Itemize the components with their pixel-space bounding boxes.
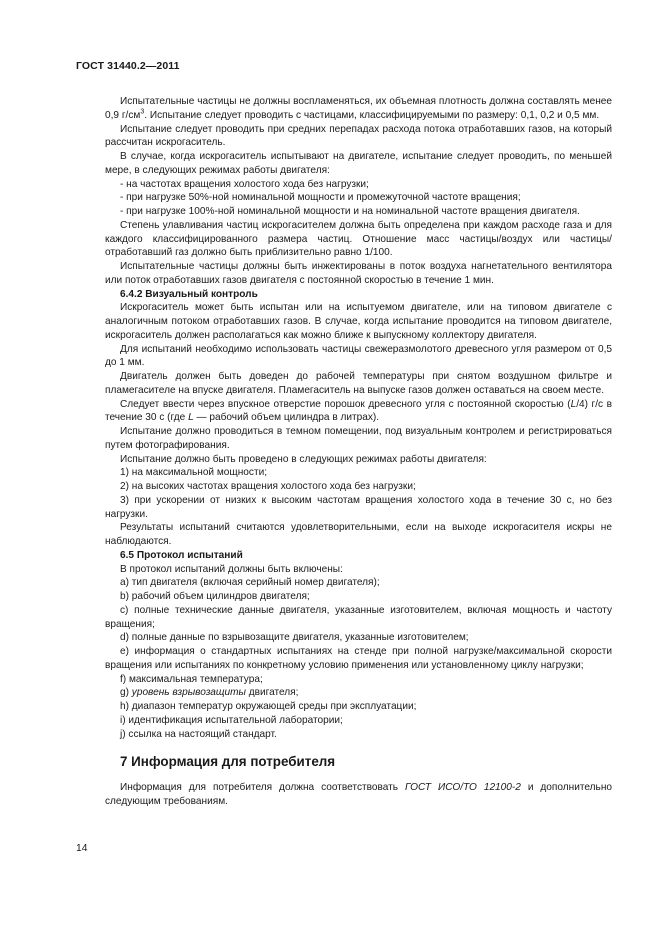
paragraph: Испытание должно быть проведено в следующих режимах работы двигателя: [120,453,487,465]
paragraph: Испытание следует проводить при средних перепадах расхода потока отработавших газов, на который рассчитан искрогаситель. [105,123,612,149]
list-item: b) рабочий объем цилиндров двигателя; [120,591,310,602]
paragraph: В протокол испытаний должны быть включены: [120,563,343,575]
superscript: 3 [140,108,145,116]
list-item: d) полные данные по взрывозащите двигателя, указанные изготовителем; [120,632,469,644]
text: Информация для потребителя должна соответствовать [120,782,405,793]
standard-reference: ГОСТ ИСО/ТО 12100-2 [404,782,521,793]
text: Испытательные частицы не должны воспламеняться, их объемная плотность должна составлять менее 0,9 г/см [105,96,612,121]
text: g) [120,687,132,699]
list-item: - при нагрузке 100%-ной номинальной мощности и на номинальной частоте вращения двигателя. [120,206,580,217]
list-item: 1) на максимальной мощности; [120,467,268,479]
variable: L [188,412,194,424]
list-item: e) информация о стандартных испытаниях на стенде при полной нагрузке/максимальной скорости вращения или испытаниях по конкретному условию применения или установленному циклу нагрузки; [105,646,612,671]
italic-term: уровень взрывозащиты [131,687,246,699]
paragraph [105,95,612,123]
text: . Испытание следует проводить с частицами, классифицируемыми по размеру: 0,1, 0,2 и 0,5 мм. [144,109,600,121]
paragraph: Испытательные частицы должны быть инжектированы в поток воздуха нагнетательного вентилятора или поток отработавших газов двигателя с постоянной скоростью в течение 1 мин. [105,261,612,286]
text: /4) г/с в течение 30 с (где [105,398,612,424]
list-item: i) идентификация испытательной лаборатории; [120,714,343,726]
list-item: 2) на высоких частотах вращения холостого хода без нагрузки; [120,481,416,492]
paragraph [105,781,612,809]
list-item: j) ссылка на настоящий стандарт. [120,728,277,740]
text: Следует ввести через впускное отверстие порошок древесного угля с постоянной скоростью ( [120,398,571,410]
page-number: 14 [76,843,88,854]
list-item [105,686,612,700]
list-item: f) максимальная температура; [120,673,263,685]
subsection-heading: 6.4.2 Визуальный контроль [120,288,258,300]
paragraph: В случае, когда искрогаситель испытывают на двигателе, испытание следует проводить, по меньшей мере, в следующих режимах работы двигателя: [105,151,612,176]
paragraph: Искрогаситель может быть испытан или на испытуемом двигателе, или на типовом двигателе с аналогичным потоком отработавших газов. В случае, когда испытание проводится на типовом двигателе, искрогаситель должен располагаться как можно ближе к выпускному коллектору двигателя. [105,302,612,341]
paragraph: Степень улавливания частиц искрогасителем должна быть определена при каждом расходе газа и для каждого классифицированного размера частиц. Отношение масс частицы/воздух или частицы/отработавший газ должно быть приблизительно равно 1/100. [105,219,612,259]
paragraph [105,398,612,426]
paragraph: Для испытаний необходимо использовать частицы свежеразмолотого древесного угля размером от 0,5 до 1 мм. [105,343,612,369]
text: двигателя; [245,687,299,699]
list-item: - на частотах вращения холостого хода без нагрузки; [120,178,369,190]
list-item: c) полные технические данные двигателя, указанные изготовителем, включая мощность и частоту вращения; [105,604,612,630]
variable: L [570,398,577,410]
document-body [105,95,612,809]
text: — рабочий объем цилиндра в литрах). [193,412,380,424]
text: и дополнительно следующим требованиям. [105,782,613,807]
list-item: a) тип двигателя (включая серийный номер двигателя); [120,577,380,589]
document-header: ГОСТ 31440.2—2011 [76,60,180,72]
list-item: 3) при ускорении от низких к высоким частотам вращения холостого хода в течение 30 с, но без нагрузки. [105,494,612,520]
paragraph: Двигатель должен быть доведен до рабочей температуры при снятом воздушном фильтре и пламегасителе на впуске двигателя. Пламегаситель на выпуске газов должен оставаться на своем месте. [105,371,612,396]
list-item: - при нагрузке 50%-ной номинальной мощности и промежуточной частоте вращения; [120,192,521,204]
paragraph: Результаты испытаний считаются удовлетворительными, если на выходе искрогасителя искры не наблюдаются. [105,522,612,547]
list-item: h) диапазон температур окружающей среды при эксплуатации; [120,701,417,712]
paragraph: Испытание должно проводиться в темном помещении, под визуальным контролем и регистрироваться путем фотографирования. [105,426,612,451]
subsection-heading: 6.5 Протокол испытаний [120,549,243,561]
section-heading: 7 Информация для потребителя [120,754,336,770]
